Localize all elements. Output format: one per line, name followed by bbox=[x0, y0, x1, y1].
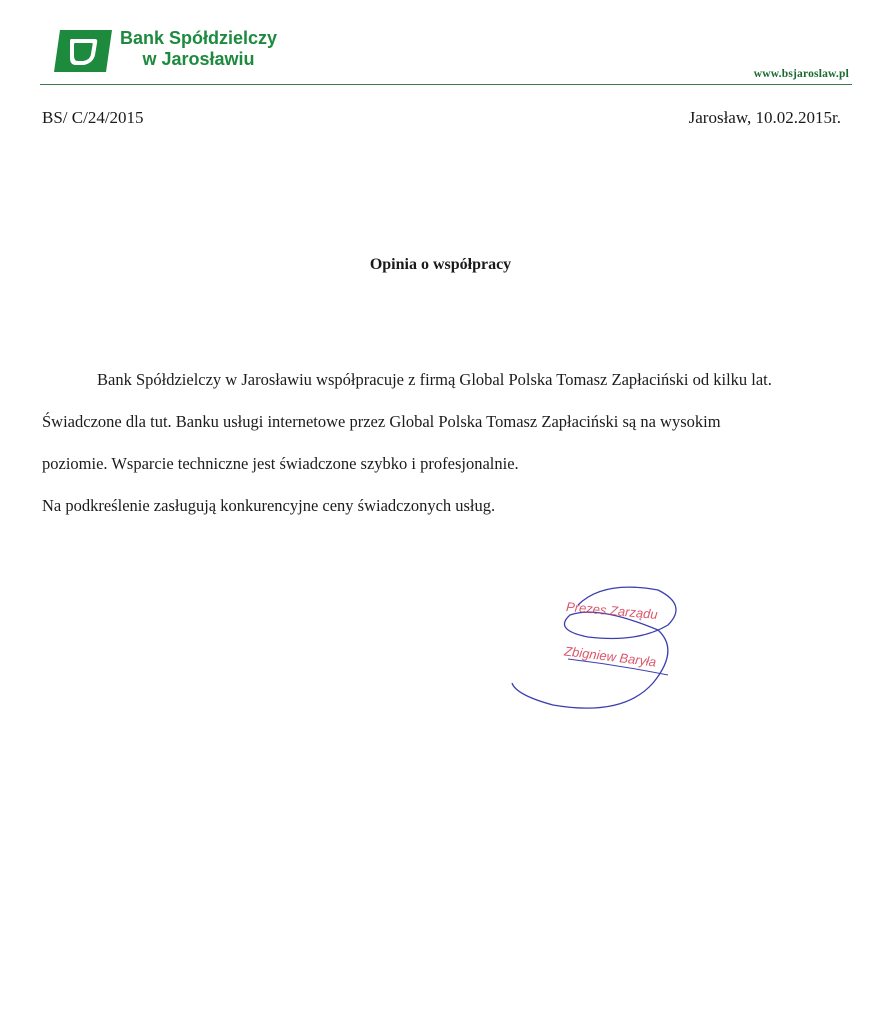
stamp-title: Prezes Zarządu bbox=[565, 599, 659, 622]
bank-name-line1: Bank Spółdzielczy bbox=[120, 28, 278, 48]
body-line: Na podkreślenie zasługują konkurencyjne ceny świadczonych usług. bbox=[42, 496, 496, 515]
stamp-name: Zbigniew Baryła bbox=[563, 643, 658, 670]
bank-logo-icon bbox=[54, 30, 112, 72]
body-line: Bank Spółdzielczy w Jarosławiu współpracuje z firmą Global Polska Tomasz Zapłaciński od kilku lat. bbox=[97, 370, 772, 389]
letter-body bbox=[42, 359, 857, 527]
document-title: Opinia o współpracy bbox=[369, 256, 512, 273]
header-divider bbox=[40, 84, 852, 85]
reference-number: BS/ C/24/2015 bbox=[42, 108, 144, 127]
website-link[interactable]: www.bsjaroslaw.pl bbox=[753, 68, 849, 80]
bank-logo bbox=[54, 28, 314, 74]
place-and-date: Jarosław, 10.02.2015r. bbox=[688, 108, 841, 127]
bank-name-line2: w Jarosławiu bbox=[142, 49, 255, 69]
body-line: Świadczone dla tut. Banku usługi internetowe przez Global Polska Tomasz Zapłaciński są na wysokim bbox=[42, 412, 721, 431]
body-line: poziomie. Wsparcie techniczne jest świadczone szybko i profesjonalnie. bbox=[42, 454, 519, 473]
handwritten-signature bbox=[508, 575, 708, 720]
signature-stamp bbox=[508, 575, 708, 720]
bank-name bbox=[120, 28, 277, 70]
